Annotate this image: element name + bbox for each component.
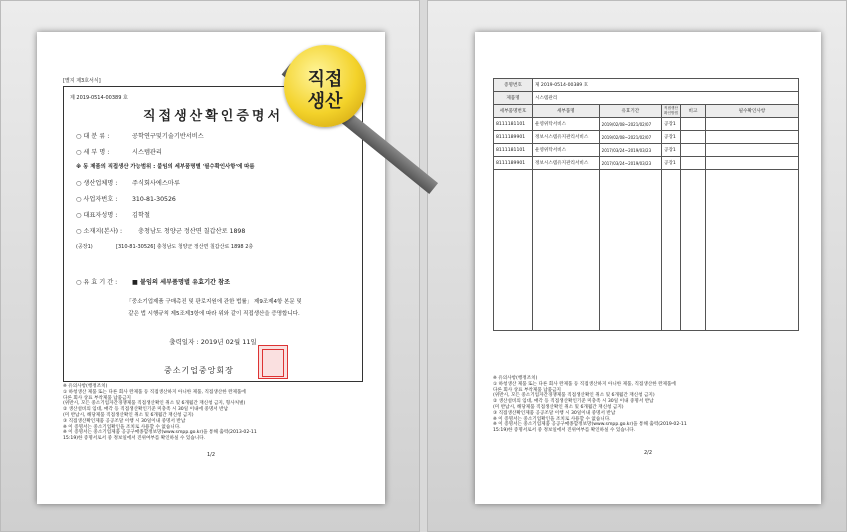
footnote-line: (위반시, 모든 중소기업자간경쟁제품 직접생산확인 취소 및 6개월간 재신청 금지, 형사처벌) bbox=[63, 401, 246, 407]
field-label: ○ 사업자번호 : bbox=[76, 196, 118, 203]
footnote-line: ※ 이 증명서는 중소기업확인을 조치로 사용할 수 없습니다. bbox=[63, 424, 181, 430]
certificate-title: 직접생산확인증명서 bbox=[142, 109, 284, 124]
field-value: 공학연구및기술기반서비스 bbox=[132, 133, 204, 140]
table-cell: 8111181101 bbox=[494, 118, 533, 131]
table-cell bbox=[706, 118, 799, 131]
footnote-line: ※ 이 증명서는 중소기업제품 공공구매종합정보망(www.smpp.go.kr)을 통해 출력(2019-02-11 bbox=[493, 422, 687, 428]
certificate-number: 제 2019-0514-00389 호 bbox=[70, 95, 128, 101]
table-cell bbox=[681, 144, 706, 157]
footnote-line: (미 반납시, 해당제품 직접생산확인 취소 및 6개월간 재신청 금지) bbox=[493, 404, 624, 410]
table-empty-row bbox=[494, 170, 799, 331]
table-cell bbox=[706, 144, 799, 157]
table-cell: 2017/03/24~2019/03/23 bbox=[599, 144, 661, 157]
table-cell: 8111189901 bbox=[494, 157, 533, 170]
field-value: ■ 붙임의 세부품명별 유효기간 참조 bbox=[132, 279, 231, 286]
field-label: ○ 세 부 명 : bbox=[76, 149, 110, 156]
footnote-line: ① 하청생산 제품 또는 다른 회사 완제품 등 직접생산하지 아니한 제품, 직접생산한 완제품에 bbox=[63, 389, 246, 395]
table-cell bbox=[706, 157, 799, 170]
legal-notice-line-2: 같은 법 시행규칙 제5조제3항에 따라 위와 같이 직접생산을 증명합니다. bbox=[128, 311, 300, 317]
table-row bbox=[494, 157, 799, 170]
issuing-agency: 중소기업중앙회장 bbox=[164, 366, 234, 375]
column-header: 세부품명 bbox=[533, 105, 600, 118]
field-factory bbox=[76, 243, 253, 250]
footnote-line: ※ 이 증명서는 중소기업제품 공공구매종합정보망(www.smpp.go.kr)을 통해 출력(2013-02-11 bbox=[63, 430, 257, 436]
footnote-line: ② 생산설비의 임대, 매각 등 직접생산확인기준 미충족 시 30일 이내에 중명서 반납 bbox=[63, 407, 229, 413]
field-representative bbox=[76, 210, 150, 219]
badge-line-2: 생산 bbox=[307, 91, 343, 112]
right-document-frame bbox=[427, 0, 847, 532]
column-header: 비고 bbox=[681, 105, 706, 118]
table-cell: 공장1 bbox=[662, 157, 681, 170]
field-category bbox=[76, 131, 204, 140]
field-label: ○ 소재지(본사) : bbox=[76, 228, 123, 235]
form-number: [별지 제3호서식] bbox=[63, 78, 101, 84]
table-cell: 공장1 bbox=[662, 118, 681, 131]
field-value: [310-81-30526] 충청남도 청양군 정산면 칠갑산로 1898 2층 bbox=[116, 244, 254, 250]
page-number: 2/2 bbox=[643, 450, 653, 456]
field-validity bbox=[76, 277, 230, 286]
footnote-line: 15:19)한 증명서로서 중 정보일에서 진위여부를 확인하실 수 있습니다. bbox=[493, 428, 636, 434]
table-cell: 공장1 bbox=[662, 144, 681, 157]
certificate-info-table bbox=[493, 78, 799, 331]
table-cell: 운영위탁서비스 bbox=[533, 144, 600, 157]
column-header: 직접생산확인방법 bbox=[662, 105, 681, 118]
table-row bbox=[494, 118, 799, 131]
footnote-line: ② 생산설비의 임대, 매각 등 직접생산확인기준 미충족 시 30일 이내 중명서 반납 bbox=[493, 399, 654, 405]
field-label: ○ 대 분 류 : bbox=[76, 133, 110, 140]
column-header: 유효기간 bbox=[599, 105, 661, 118]
badge-line-1: 직접 bbox=[307, 69, 343, 90]
table-cell bbox=[706, 131, 799, 144]
field-business-number bbox=[76, 194, 176, 203]
field-value: 310-81-30526 bbox=[132, 196, 176, 203]
table-header-row bbox=[494, 105, 799, 118]
footnotes bbox=[493, 376, 799, 434]
field-value: 시스템관리 bbox=[132, 149, 162, 156]
field-value: 김학철 bbox=[132, 212, 150, 219]
table-cell: 2017/03/24~2019/03/23 bbox=[599, 157, 661, 170]
table-row bbox=[494, 131, 799, 144]
table-cell: 정보시스템유지관리서비스 bbox=[533, 131, 600, 144]
certificate-box bbox=[63, 86, 363, 382]
footnote-line: (미 반납시, 해당제품 직접생산확인 취소 및 6개월간 재신청 금지) bbox=[63, 412, 194, 418]
field-value: ※ 동 제품의 직접생산 가능범위 : 붙임의 세부품명별 '필수확인사항'에 따름 bbox=[76, 164, 255, 170]
table-cell bbox=[681, 118, 706, 131]
field-label: ○ 대표자성명 : bbox=[76, 212, 118, 219]
footnote-line: (위반시, 모든 중소기업자간경쟁제품 직접생산확인 취소 및 6개월간 재신청 금지) bbox=[493, 393, 655, 399]
footnote-line: ③ 직접생산확인제품 공공조달 이행 시 30일이내 중명서 반납 bbox=[63, 418, 186, 424]
field-value: 충청남도 청양군 정산면 칠갑산로 1898 bbox=[138, 228, 246, 235]
footnotes bbox=[63, 384, 363, 442]
column-header: 필수확인사항 bbox=[706, 105, 799, 118]
table-cell: 8111181101 bbox=[494, 144, 533, 157]
direct-production-badge bbox=[284, 45, 366, 127]
table-cell: 운영위탁서비스 bbox=[533, 118, 600, 131]
table-cell: 2019/02/08~2021/02/07 bbox=[599, 131, 661, 144]
footnote-line: ① 하청생산 제품 또는 다른 회사 완제품 등 직접생산하지 아니한 제품, 직접생산한 완제품에 bbox=[493, 381, 676, 387]
field-detail-name bbox=[76, 147, 162, 156]
table-row bbox=[494, 144, 799, 157]
field-label: ○ 유 효 기 간 : bbox=[76, 279, 118, 286]
table-cell: 8111189901 bbox=[494, 131, 533, 144]
product-value: 시스템관리 bbox=[533, 92, 799, 105]
field-company-name bbox=[76, 178, 180, 187]
cert-number-value: 제 2019-0514-00389 호 bbox=[533, 79, 799, 92]
table-cell: 2019/02/08~2021/02/07 bbox=[599, 118, 661, 131]
field-production-scope bbox=[76, 162, 255, 170]
footnote-line: ※ 유의사항(행정조치) bbox=[493, 376, 538, 381]
field-value: 주식회사에스마루 bbox=[132, 180, 180, 187]
field-label: ○ 생산업체명 : bbox=[76, 180, 118, 187]
footnote-line: 15:19)한 증명서로서 중 정보일에서 진위여부를 확인하실 수 있습니다. bbox=[63, 436, 206, 442]
legal-notice-line-1: 「중소기업제품 구매촉진 및 판로지원에 관한 법률」 제9조제4항 본문 및 bbox=[126, 299, 302, 305]
footnote-line: 다른 회사 상표 부착제품 납품금지 bbox=[493, 387, 561, 393]
table-cell bbox=[681, 157, 706, 170]
table-cell: 정보시스템유지관리서비스 bbox=[533, 157, 600, 170]
footnote-line: ③ 직접생산확인제품 공공조달 이행 시 30일이내 중명서 반납 bbox=[493, 410, 616, 416]
footnote-line: ※ 유의사항(행정조치) bbox=[63, 384, 108, 389]
footnote-line: 다른 회사 상표 부착제품 납품금지 bbox=[63, 395, 131, 401]
official-seal-stamp bbox=[258, 345, 288, 379]
table-cell bbox=[681, 131, 706, 144]
field-label: (공장1) bbox=[76, 244, 93, 250]
column-header: 세부품명번호 bbox=[494, 105, 533, 118]
product-label: 제품명 bbox=[494, 92, 533, 105]
footnote-line: ※ 이 증명서는 중소기업확인을 조치로 사용할 수 없습니다. bbox=[493, 416, 611, 422]
table-cell: 공장1 bbox=[662, 131, 681, 144]
certificate-page-2 bbox=[475, 32, 821, 504]
field-headquarters bbox=[76, 226, 245, 235]
issue-date: 출력일자 : 2019년 02월 11일 bbox=[169, 338, 257, 346]
cert-number-label: 증명번호 bbox=[494, 79, 533, 92]
page-number: 1/2 bbox=[206, 452, 216, 458]
